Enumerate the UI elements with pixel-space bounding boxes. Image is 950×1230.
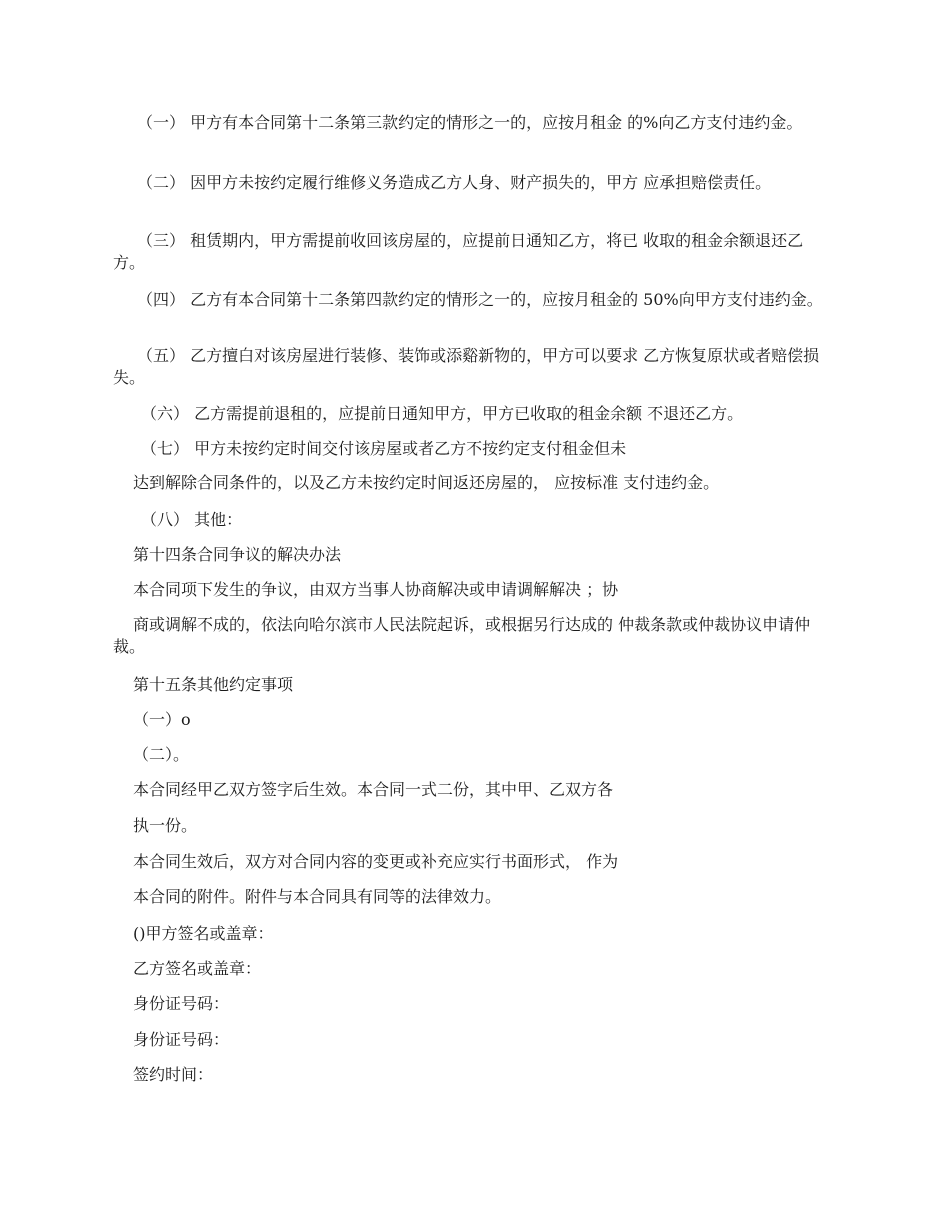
- amendment-continuation: 本合同的附件。附件与本合同具有同等的法律效力。: [133, 887, 502, 906]
- party-b-id-label: 身份证号码：: [133, 1030, 230, 1049]
- clause-6-paragraph: （六） 乙方需提前退租的，应提前日通知甲方，甲方已收取的租金余额 不退还乙方。: [141, 404, 744, 423]
- clause-1-paragraph: （一） 甲方有本合同第十二条第三款约定的情形之一的，应按月租金 的%向乙方支付违约金。: [137, 113, 803, 132]
- clause-7-paragraph: （七） 甲方未按约定时间交付该房屋或者乙方不按约定支付租金但未: [141, 439, 627, 458]
- amendment-paragraph: 本合同生效后，双方对合同内容的变更或补充应实行书面形式， 作为: [133, 852, 619, 871]
- article-14-heading: 第十四条合同争议的解决办法: [133, 545, 342, 564]
- other-item-2: （二）。: [133, 745, 190, 764]
- other-item-1: （一）o: [133, 710, 191, 729]
- party-a-id-label: 身份证号码：: [133, 994, 230, 1013]
- article-15-heading: 第十五条其他约定事项: [133, 675, 294, 694]
- clause-2-paragraph: （二） 因甲方未按约定履行维修义务造成乙方人身、财产损失的，甲方 应承担赔偿责任。: [137, 173, 772, 192]
- signing-date-label: 签约时间：: [133, 1065, 214, 1084]
- party-b-signature-label: 乙方签名或盖章：: [133, 959, 262, 978]
- clause-4-paragraph: （四） 乙方有本合同第十二条第四款约定的情形之一的，应按月租金的 50%向甲方支付违约金。: [137, 290, 823, 309]
- clause-7-continuation: 达到解除合同条件的，以及乙方未按约定时间返还房屋的， 应按标准 支付违约金。: [133, 473, 720, 492]
- effectiveness-paragraph: 本合同经甲乙双方签字后生效。本合同一式二份，其中甲、乙双方各: [133, 780, 614, 799]
- effectiveness-continuation: 执一份。: [133, 816, 198, 835]
- dispute-continuation: 商或调解不成的，依法向哈尔滨市人民法院起诉，或根据另行达成的 仲裁条款或仲裁协议申请仲裁。: [113, 615, 811, 656]
- clause-8-paragraph: （八） 其他：: [141, 510, 243, 529]
- clause-3-paragraph: （三） 租赁期内，甲方需提前收回该房屋的，应提前日通知乙方，将已 收取的租金余额退还乙方。: [113, 231, 804, 272]
- party-a-signature-label: ()甲方签名或盖章：: [133, 924, 274, 943]
- clause-5-paragraph: （五） 乙方擅白对该房屋进行装修、装饰或添谿新物的，甲方可以要求 乙方恢复原状或者赔偿损失。: [113, 346, 820, 387]
- dispute-paragraph: 本合同项下发生的争议，由双方当事人协商解决或申请调解解决 ；协: [133, 580, 619, 599]
